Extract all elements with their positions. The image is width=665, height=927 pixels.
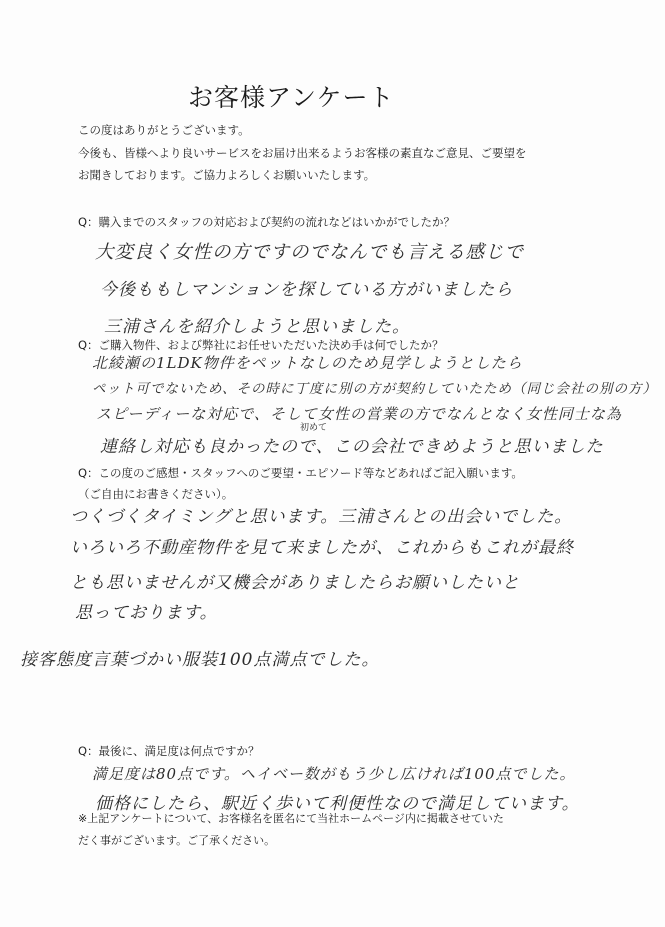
answer-3-line: とも思いませんが又機会がありましたらお願いしたいと — [70, 573, 520, 593]
intro-line: お聞きしております。ご協力よろしくお願いいたします。 — [78, 168, 376, 182]
answer-3-line: いろいろ不動産物件を見て来ましたが、これからもこれが最終 — [70, 538, 574, 558]
answer-3-line: つくづくタイミングと思います。三浦さんとの出会いでした。 — [70, 507, 573, 527]
question-1: Q：購入までのスタッフの対応および契約の流れなどはいかがでしたか？ — [78, 215, 456, 229]
answer-3-line: 接客態度言葉づかい服装100点満点でした。 — [20, 650, 380, 670]
intro-line: 今後も、皆様へより良いサービスをお届け出来るようお客様の素直なご意見、ご要望を — [78, 146, 527, 160]
answer-1-line: 今後ももしマンションを探している方がいましたら — [100, 280, 514, 300]
footer-note: ※上記アンケートについて、お客様名を匿名にて当社ホームページ内に掲載させていた — [78, 812, 504, 825]
question-4: Q：最後に、満足度は何点ですか？ — [78, 744, 260, 758]
question-3: Q：この度のご感想・スタッフへのご要望・エピソード等などあればご記入願います。 — [78, 466, 523, 480]
answer-2-line: 連絡し対応も良かったので、この会社できめようと思いました — [100, 437, 604, 457]
answer-2-line: スピーディーな対応で、そして女性の営業の方でなんとなく女性同士な為 — [96, 405, 622, 423]
footer-note: だく事がございます。ご了承ください。 — [78, 834, 276, 847]
question-3-sub: （ご自由にお書きください）。 — [78, 487, 234, 501]
answer-1-line: 大変良く女性の方ですのでなんでも言える感じで — [95, 242, 525, 263]
answer-3-line: 思っております。 — [75, 603, 218, 623]
insert-note: 初めて — [300, 423, 328, 433]
question-2: Q：ご購入物件、および弊社にお任せいただいた決め手は何でしたか？ — [78, 338, 444, 352]
intro-line: この度はありがとうございます。 — [78, 123, 250, 137]
answer-4-line: 価格にしたら、駅近く歩いて利便性なので満足しています。 — [95, 794, 580, 814]
answer-2-line: ペット可でないため、その時に丁度に別の方が契約していたため（同じ会社の別の方） — [92, 381, 657, 397]
answer-2-line: 北綾瀬の1LDK物件をペットなしのため見学しようとしたら — [92, 354, 523, 372]
answer-1-line: 三浦さんを紹介しようと思いました。 — [104, 317, 410, 337]
answer-4-line: 満足度は80点です。ヘイベー数がもう少し広ければ100点でした。 — [92, 765, 576, 783]
survey-title: お客様アンケート — [188, 83, 395, 112]
